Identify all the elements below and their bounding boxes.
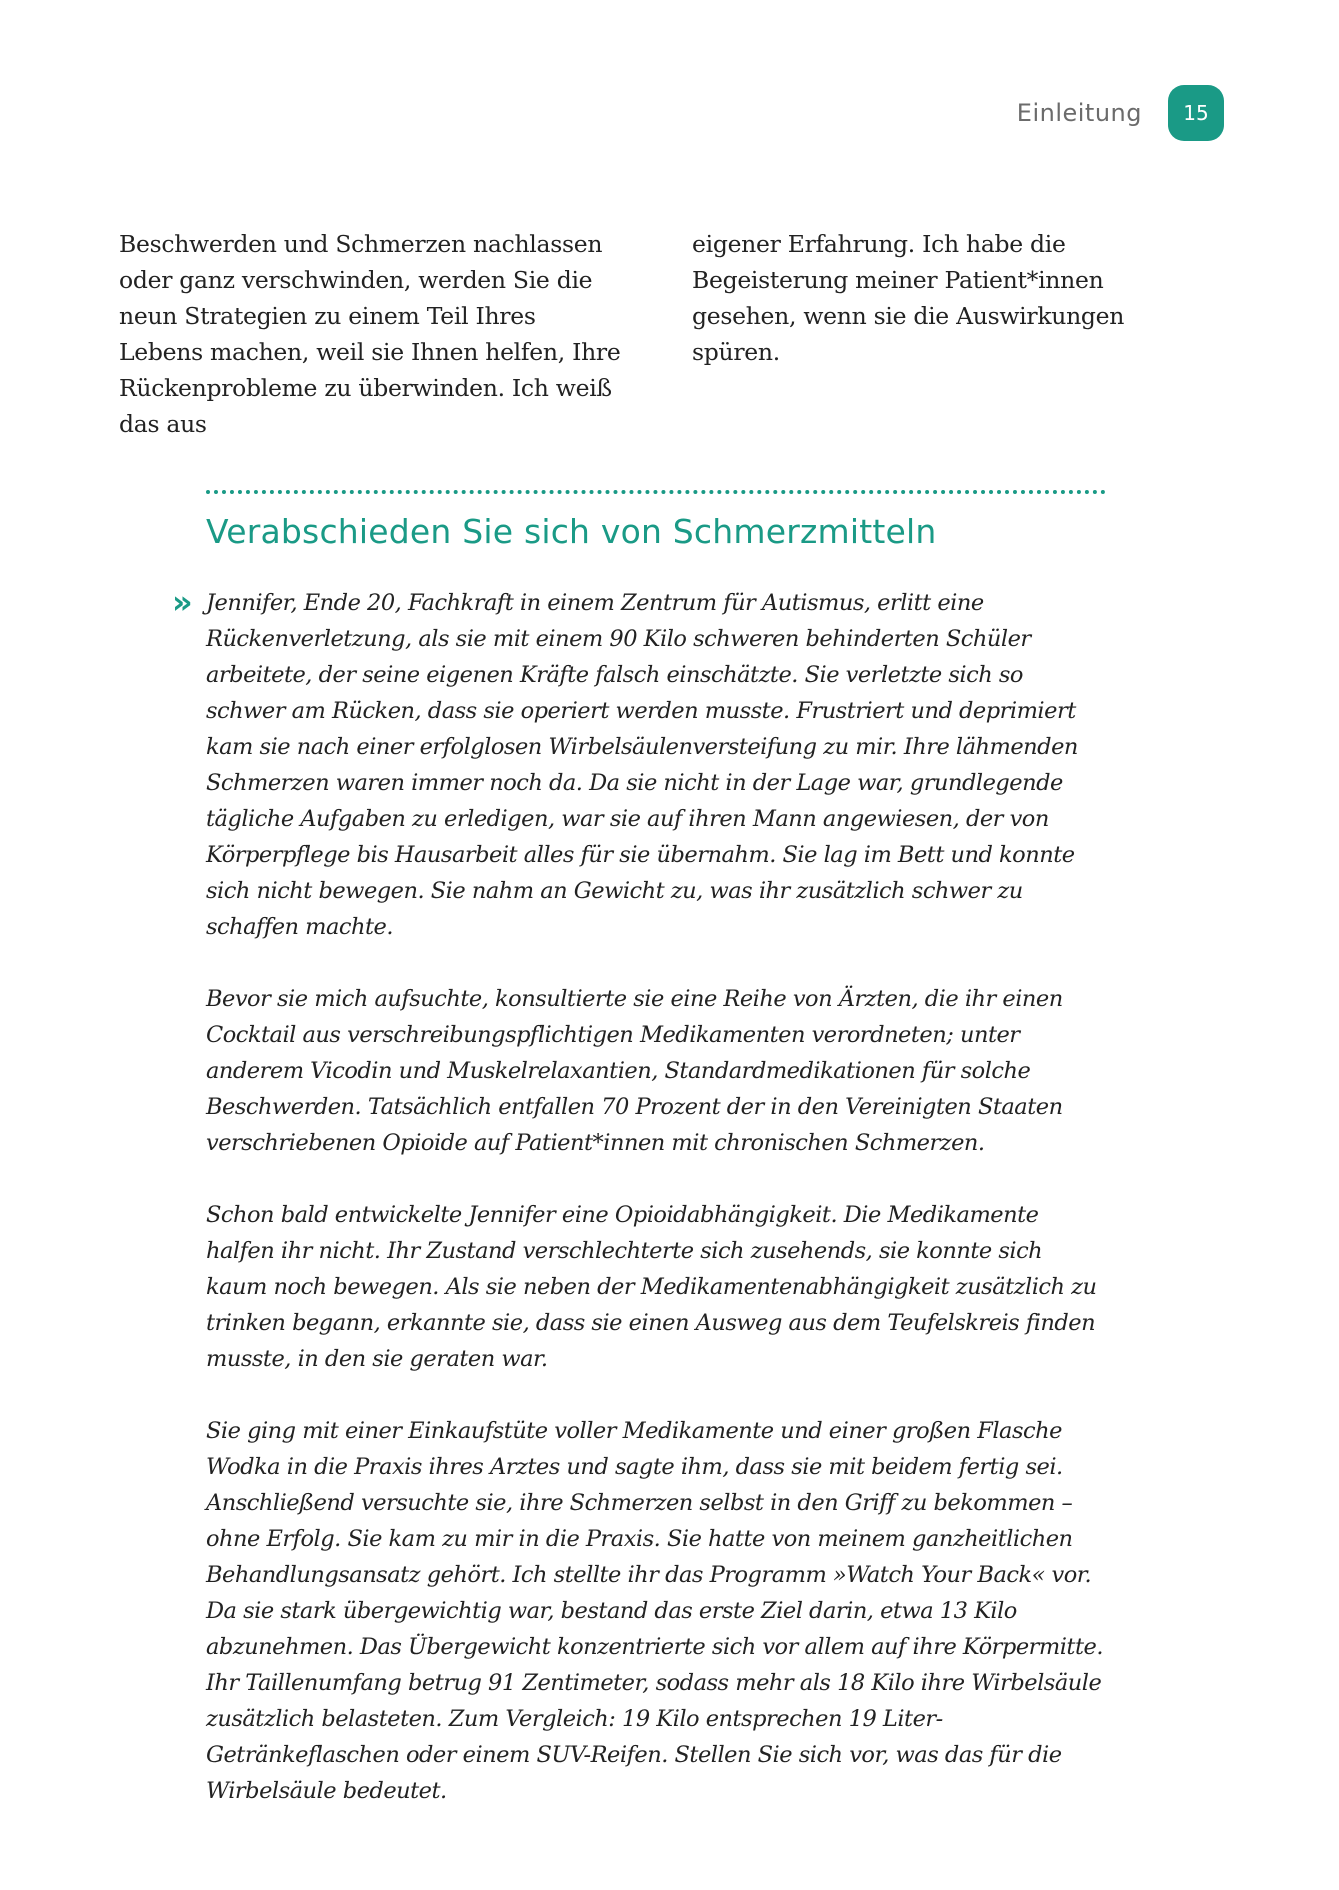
- story-paragraph: Sie ging mit einer Einkaufstüte voller Medikamente und einer großen Flasche Wodka in die Praxis ihres Arztes und sagte ihm, dass sie mit beidem fertig sei. Anschließend versuchte sie, ihre Schmerzen selbst in den Griff zu bekommen – ohne Erfolg. Sie kam zu mir in die Praxis. Sie hatte von meinem ganzheitlichen Behandlungsansatz gehört. Ich stellte ihr das Programm »Watch Your Back« vor. Da sie stark übergewichtig war, bestand das erste Ziel darin, etwa 13 Kilo abzunehmen. Das Übergewicht konzentrierte sich vor allem auf ihre Körpermitte. Ihr Taillenumfang betrug 91 Zentimeter, sodass mehr als 18 Kilo ihre Wirbelsäule zusätzlich belasteten. Zum Vergleich: 19 Kilo entsprechen 19 Liter-Getränkeflaschen oder einem SUV-Reifen. Stellen Sie sich vor, was das für die Wirbelsäule bedeutet.: [206, 1418, 1103, 1804]
- intro-column-left: [119, 226, 626, 442]
- chapter-title: Einleitung: [1016, 99, 1142, 127]
- page-number-badge: [1168, 85, 1224, 141]
- double-chevron-right-icon: »: [172, 583, 193, 621]
- dotted-divider: [206, 490, 1106, 494]
- story-paragraph: Schon bald entwickelte Jennifer eine Opioidabhängigkeit. Die Medikamente halfen ihr nicht. Ihr Zustand verschlechterte sich zusehends, sie konnte sich kaum noch bewegen. Als sie neben der Medikamentenabhängigkeit zusätzlich zu trinken begann, erkannte sie, dass sie einen Ausweg aus dem Teufelskreis finden musste, in den sie geraten war.: [206, 1202, 1097, 1372]
- intro-text: [119, 226, 1199, 442]
- intro-column-right: [692, 226, 1199, 442]
- story-paragraph: Bevor sie mich aufsuchte, konsultierte sie eine Reihe von Ärzten, die ihr einen Cocktail aus verschreibungspflichtigen Medikamenten verordneten; unter anderem Vicodin und Muskelrelaxantien, Standardmedikationen für solche Beschwerden. Tatsächlich entfallen 70 Prozent der in den Vereinigten Staaten verschriebenen Opioide auf Patient*innen mit chronischen Schmerzen.: [206, 986, 1063, 1156]
- section-heading: Verabschieden Sie sich von Schmerzmitteln: [206, 512, 937, 551]
- case-study-text: [172, 583, 1106, 1809]
- case-study-section: [172, 490, 1106, 1845]
- intro-paragraph-right: eigener Erfahrung. Ich habe die Begeisterung meiner Patient*innen gesehen, wenn sie die Auswirkungen spüren.: [692, 230, 1125, 366]
- story-paragraph: Jennifer, Ende 20, Fachkraft in einem Zentrum für Autismus, erlitt eine Rückenverletzung, als sie mit einem 90 Kilo schweren behinderten Schüler arbeitete, der seine eigenen Kräfte falsch einschätzte. Sie verletzte sich so schwer am Rücken, dass sie operiert werden musste. Frustriert und deprimiert kam sie nach einer erfolglosen Wirbelsäulenversteifung zu mir. Ihre lähmenden Schmerzen waren immer noch da. Da sie nicht in der Lage war, grundlegende tägliche Aufgaben zu erledigen, war sie auf ihren Mann angewiesen, der von Körperpflege bis Hausarbeit alles für sie übernahm. Sie lag im Bett und konnte sich nicht bewegen. Sie nahm an Gewicht zu, was ihr zusätzlich schwer zu schaffen machte.: [206, 590, 1078, 940]
- running-header: [1017, 88, 1224, 138]
- intro-paragraph-left: Beschwerden und Schmerzen nachlassen oder ganz verschwinden, werden Sie die neun Strategien zu einem Teil Ihres Lebens machen, weil sie Ihnen helfen, Ihre Rückenprobleme zu überwinden. Ich weiß das aus: [119, 230, 621, 438]
- page-number: 15: [1183, 101, 1209, 125]
